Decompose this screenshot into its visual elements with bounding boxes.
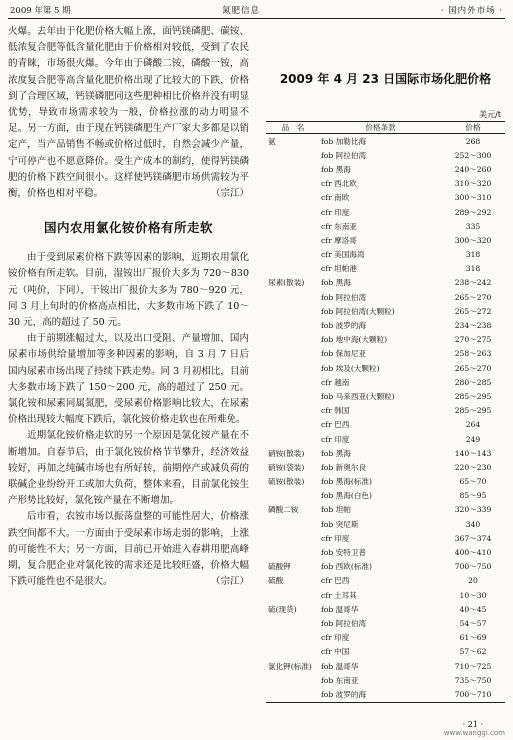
table-row: [266, 687, 505, 702]
price-cell: 234～238: [454, 321, 492, 331]
price-cell: 238～242: [454, 278, 492, 288]
price-cell: 265～272: [454, 306, 492, 316]
price-cell: 61～69: [459, 633, 487, 643]
terms-cell: fob 波罗的海: [321, 321, 367, 331]
table-row: [266, 177, 505, 191]
terms-cell: fob 保加尼亚: [321, 349, 367, 359]
price-cell: 220～230: [454, 462, 492, 472]
product-cell: [266, 318, 320, 332]
product-cell: [266, 205, 320, 219]
column-header-price: 价格: [441, 122, 505, 134]
article-paragraph: 近期氯化铵价格走软的另一个原因是氯化铵产量在不断增加。自春节后，由于氯化铵价格节节攀升，经济效益较好，再加之纯碱市场也有所好转，前期停产或减负荷的联碱企业纷纷开工或加大负荷，整体来看，目前氯化铵生产形势比较好，氯化铵产量在不断增加。: [8, 430, 249, 507]
price-cell: 54～57: [459, 618, 487, 628]
page-number: · 21 ·: [462, 720, 483, 729]
price-cell: 700～750: [454, 562, 492, 572]
product-cell: [266, 545, 320, 559]
table-row: [266, 432, 505, 446]
product-cell: [266, 347, 320, 361]
table-row: [266, 262, 505, 276]
price-cell: 252～300: [454, 150, 492, 160]
product-cell: [266, 645, 320, 659]
table-row: [266, 588, 505, 602]
product-cell: [266, 177, 320, 191]
table-row: [266, 631, 505, 645]
terms-cell: cfr 印度: [321, 434, 350, 444]
terms-cell: fob 黑海: [321, 278, 351, 288]
terms-cell: fob 埃及(大颗粒): [321, 363, 380, 373]
table-row: [266, 460, 505, 474]
price-table-title: 2009 年 4 月 23 日国际市场化肥价格: [279, 72, 492, 86]
product-cell: 磷酸二铵: [268, 505, 299, 515]
table-row: [266, 233, 505, 247]
price-cell: 265～270: [454, 292, 492, 302]
terms-cell: cfr 韩国: [321, 406, 350, 416]
price-cell: 57～62: [459, 647, 487, 657]
terms-cell: fob 阿拉伯湾: [321, 292, 367, 302]
table-row: [266, 659, 505, 673]
terms-cell: cfr 土耳其: [321, 590, 357, 600]
terms-cell: cfr 越南: [321, 377, 350, 387]
terms-cell: fob 加勒比海: [321, 136, 367, 146]
terms-cell: fob 阿拉伯湾: [321, 618, 367, 628]
paragraph-text: 后市看，农铵市场以振荡盘整的可能性居大，价格涨跌空间都不大。一方面由于受尿素市场走弱的影响，上涨的可能性不大；另一方面，目前已开始进入春耕用肥高峰期，复合肥企业对氯化铵的需求还是比较旺盛，价格大幅下跌可能性也不是很大。: [8, 511, 249, 588]
terms-cell: cfr 巴西: [321, 576, 350, 586]
price-cell: 710～725: [454, 661, 492, 671]
price-table-body: [266, 134, 505, 703]
product-cell: [266, 531, 320, 545]
price-cell: 320～339: [454, 505, 492, 515]
product-cell: [266, 191, 320, 205]
product-cell: [266, 219, 320, 233]
price-cell: 65～70: [459, 477, 487, 487]
price-cell: 400～410: [454, 548, 492, 558]
price-cell: 20: [468, 576, 478, 586]
table-row: [266, 290, 505, 304]
price-cell: 10～30: [459, 590, 487, 600]
table-row: [266, 404, 505, 418]
price-cell: 85～95: [459, 491, 487, 501]
product-cell: [266, 517, 320, 531]
terms-cell: fob 黑海(白色): [321, 491, 372, 501]
price-cell: 310～320: [454, 179, 492, 189]
product-cell: [266, 233, 320, 247]
terms-cell: fob 阿拉伯湾: [321, 150, 367, 160]
price-cell: 340: [465, 519, 481, 529]
article-paragraph: 由于受到尿素价格下跌等因素的影响，近期农用氯化铵价格有所走软。目前，湿铵出厂报价大多为 720～830 元（吨价，下同），干铵出厂报价大多为 780～920 元，同 3 月上旬时的价格高点相比，大多数市场下跌了 10～30 元，高的超过了 50 元。: [8, 252, 249, 329]
table-row: [266, 248, 505, 262]
table-row: [266, 304, 505, 318]
terms-cell: cfr 巴西: [321, 420, 350, 430]
table-row: [266, 162, 505, 176]
article-paragraph: 由于前期涨幅过大，以及出口受阻、产量增加、国内尿素市场供给量增加等多种因素的影响，自 3 月 7 日后国内尿素市场出现了持续下跌走势。同 3 月初相比，目前大多数市场下跌了 150～200 元，高的超过了 250 元。氯化铵和尿素同属氮肥，受尿素价格影响比较大，在尿素价格出现较大幅度下跌后，氯化铵价格走软也在所难免。: [8, 333, 249, 426]
price-cell: 318: [465, 250, 481, 260]
terms-cell: fob 温哥华: [321, 661, 359, 671]
right-column: [266, 24, 505, 703]
price-cell: 40～45: [459, 604, 487, 614]
terms-cell: fob 黑海(标准): [321, 477, 372, 487]
table-row: [266, 347, 505, 361]
terms-cell: fob 安特卫普: [321, 548, 367, 558]
table-row: [266, 148, 505, 162]
table-row: [266, 361, 505, 375]
table-row: [266, 531, 505, 545]
product-cell: 硫(现货): [268, 604, 297, 614]
table-row: [266, 489, 505, 503]
terms-cell: fob 黑海: [321, 448, 351, 458]
terms-cell: fob 黑海: [321, 164, 351, 174]
product-cell: 氨: [268, 136, 276, 146]
price-cell: 280～285: [454, 377, 492, 387]
journal-name: 氮肥信息: [222, 6, 261, 16]
table-row: [266, 134, 505, 149]
table-row: [266, 545, 505, 559]
table-row: [266, 191, 505, 205]
terms-cell: fob 阿拉伯湾(大颗粒): [321, 306, 395, 316]
table-row: [266, 503, 505, 517]
product-cell: [266, 148, 320, 162]
continuation-text: 火爆。去年由于化肥价格大幅上涨，面钙镁磷肥、碳铵、低浓复合肥等低含量化肥由于价格相对较低，受到了农民的青睐，市场很火爆。今年由于磷酸二铵，磷酸一铵，高浓度复合肥等高含量化肥价格出现了比较大的下跌，价格到了合理区域，钙镁磷肥同这些肥种相比价格并没有明显优势，导致市场需求较为一般，价格拉涨的动力明显不足。另一方面，由于现在钙镁磷肥生产厂家大多都是以销定产，当产品销售不畅或价格过低时，自然会减少产量，宁可停产也不愿意降价。受生产成本的制约，使得钙镁磷肥的价格下跌空间很小。这样使钙镁磷肥市场供需较为平衡，价格也相对平稳。: [8, 26, 249, 200]
price-cell: 264: [465, 420, 481, 430]
table-row: [266, 375, 505, 389]
product-cell: [266, 333, 320, 347]
page-header: [8, 0, 505, 19]
price-cell: 270～275: [454, 335, 492, 345]
price-cell: 268: [465, 136, 481, 146]
terms-cell: fob 马来西亚(大颗粒): [321, 391, 395, 401]
terms-cell: fob 坦帕: [321, 505, 351, 515]
price-cell: 700～710: [454, 689, 492, 699]
table-row: [266, 574, 505, 588]
price-cell: 140～143: [454, 448, 492, 458]
terms-cell: fob 西欧(标准): [321, 562, 372, 572]
watermark: www.wanggi.com: [443, 729, 505, 737]
product-cell: [266, 588, 320, 602]
price-cell: 367～374: [454, 533, 492, 543]
terms-cell: fob 地中海(大颗粒): [321, 335, 388, 345]
product-cell: [266, 304, 320, 318]
price-cell: 258～263: [454, 349, 492, 359]
product-cell: [266, 262, 320, 276]
terms-cell: cfr 中国: [321, 647, 350, 657]
table-row: [266, 418, 505, 432]
terms-cell: cfr 摩洛哥: [321, 235, 357, 245]
page-footer: [0, 718, 513, 740]
product-cell: 硫铵(散装): [268, 477, 305, 487]
column-header-terms: 价格条款: [320, 122, 441, 134]
terms-cell: cfr 坦帕港: [321, 264, 357, 274]
product-cell: [266, 616, 320, 630]
product-cell: [266, 361, 320, 375]
terms-cell: cfr 印度: [321, 533, 350, 543]
terms-cell: cfr 印度: [321, 633, 350, 643]
product-cell: [266, 687, 320, 702]
table-row: [266, 333, 505, 347]
price-cell: 300～320: [454, 235, 492, 245]
product-cell: [266, 418, 320, 432]
terms-cell: cfr 南欧: [321, 193, 350, 203]
price-table: [266, 121, 505, 703]
product-cell: [266, 375, 320, 389]
table-row: [266, 645, 505, 659]
product-cell: 尿素(散装): [268, 278, 305, 288]
product-cell: [266, 432, 320, 446]
source-tag: （宗江）: [210, 188, 249, 200]
column-header-product: 品 名: [266, 122, 320, 134]
price-cell: 735～750: [454, 675, 492, 685]
table-row: [266, 517, 505, 531]
product-cell: [266, 389, 320, 403]
price-cell: 285～295: [454, 406, 492, 416]
table-row: [266, 602, 505, 616]
terms-cell: cfr 印度: [321, 207, 350, 217]
table-row: [266, 616, 505, 630]
section-label: · 国内外市场 ·: [440, 6, 503, 16]
table-row: [266, 205, 505, 219]
table-row: [266, 475, 505, 489]
product-cell: [266, 290, 320, 304]
terms-cell: cfr 东南亚: [321, 221, 357, 231]
article-paragraph-last: [8, 509, 249, 590]
source-tag: （宗江）: [210, 576, 249, 588]
product-cell: [266, 162, 320, 176]
product-cell: 硝铵(散装): [268, 448, 305, 458]
product-cell: [266, 631, 320, 645]
issue-label: 2009 年第 5 期: [10, 6, 71, 16]
table-row: [266, 673, 505, 687]
terms-cell: fob 东南亚: [321, 675, 359, 685]
price-cell: 318: [465, 264, 481, 274]
price-cell: 335: [465, 221, 481, 231]
product-cell: [266, 248, 320, 262]
price-cell: 249: [465, 434, 481, 444]
table-row: [266, 560, 505, 574]
price-cell: 240～260: [454, 164, 492, 174]
terms-cell: cfr 美国海湾: [321, 250, 365, 260]
price-cell: 285～295: [454, 391, 492, 401]
table-row: [266, 389, 505, 403]
table-row: [266, 318, 505, 332]
price-cell: 265～270: [454, 363, 492, 373]
product-cell: [266, 489, 320, 503]
price-cell: 289～292: [454, 207, 492, 217]
table-header-row: [266, 122, 505, 134]
terms-cell: fob 温哥华: [321, 604, 359, 614]
terms-cell: fob 波罗的海: [321, 689, 367, 699]
product-cell: [266, 404, 320, 418]
article-title: 国内农用氯化铵价格有所走软: [43, 220, 213, 236]
product-cell: 硝铵(袋装): [268, 462, 305, 472]
product-cell: 硫酸: [268, 576, 284, 586]
left-column: [8, 24, 249, 591]
product-cell: 硫酸钾: [268, 562, 291, 572]
terms-cell: fob 新奥尔良: [321, 462, 367, 472]
table-row: [266, 276, 505, 290]
product-cell: [266, 673, 320, 687]
article-continuation: [8, 24, 249, 202]
terms-cell: cfr 西北欧: [321, 179, 357, 189]
table-row: [266, 219, 505, 233]
table-row: [266, 446, 505, 460]
product-cell: 氯化钾(标准): [268, 661, 312, 671]
terms-cell: fob 突尼斯: [321, 519, 359, 529]
unit-label: 美元/t: [479, 110, 501, 119]
price-cell: 300～310: [454, 193, 492, 203]
